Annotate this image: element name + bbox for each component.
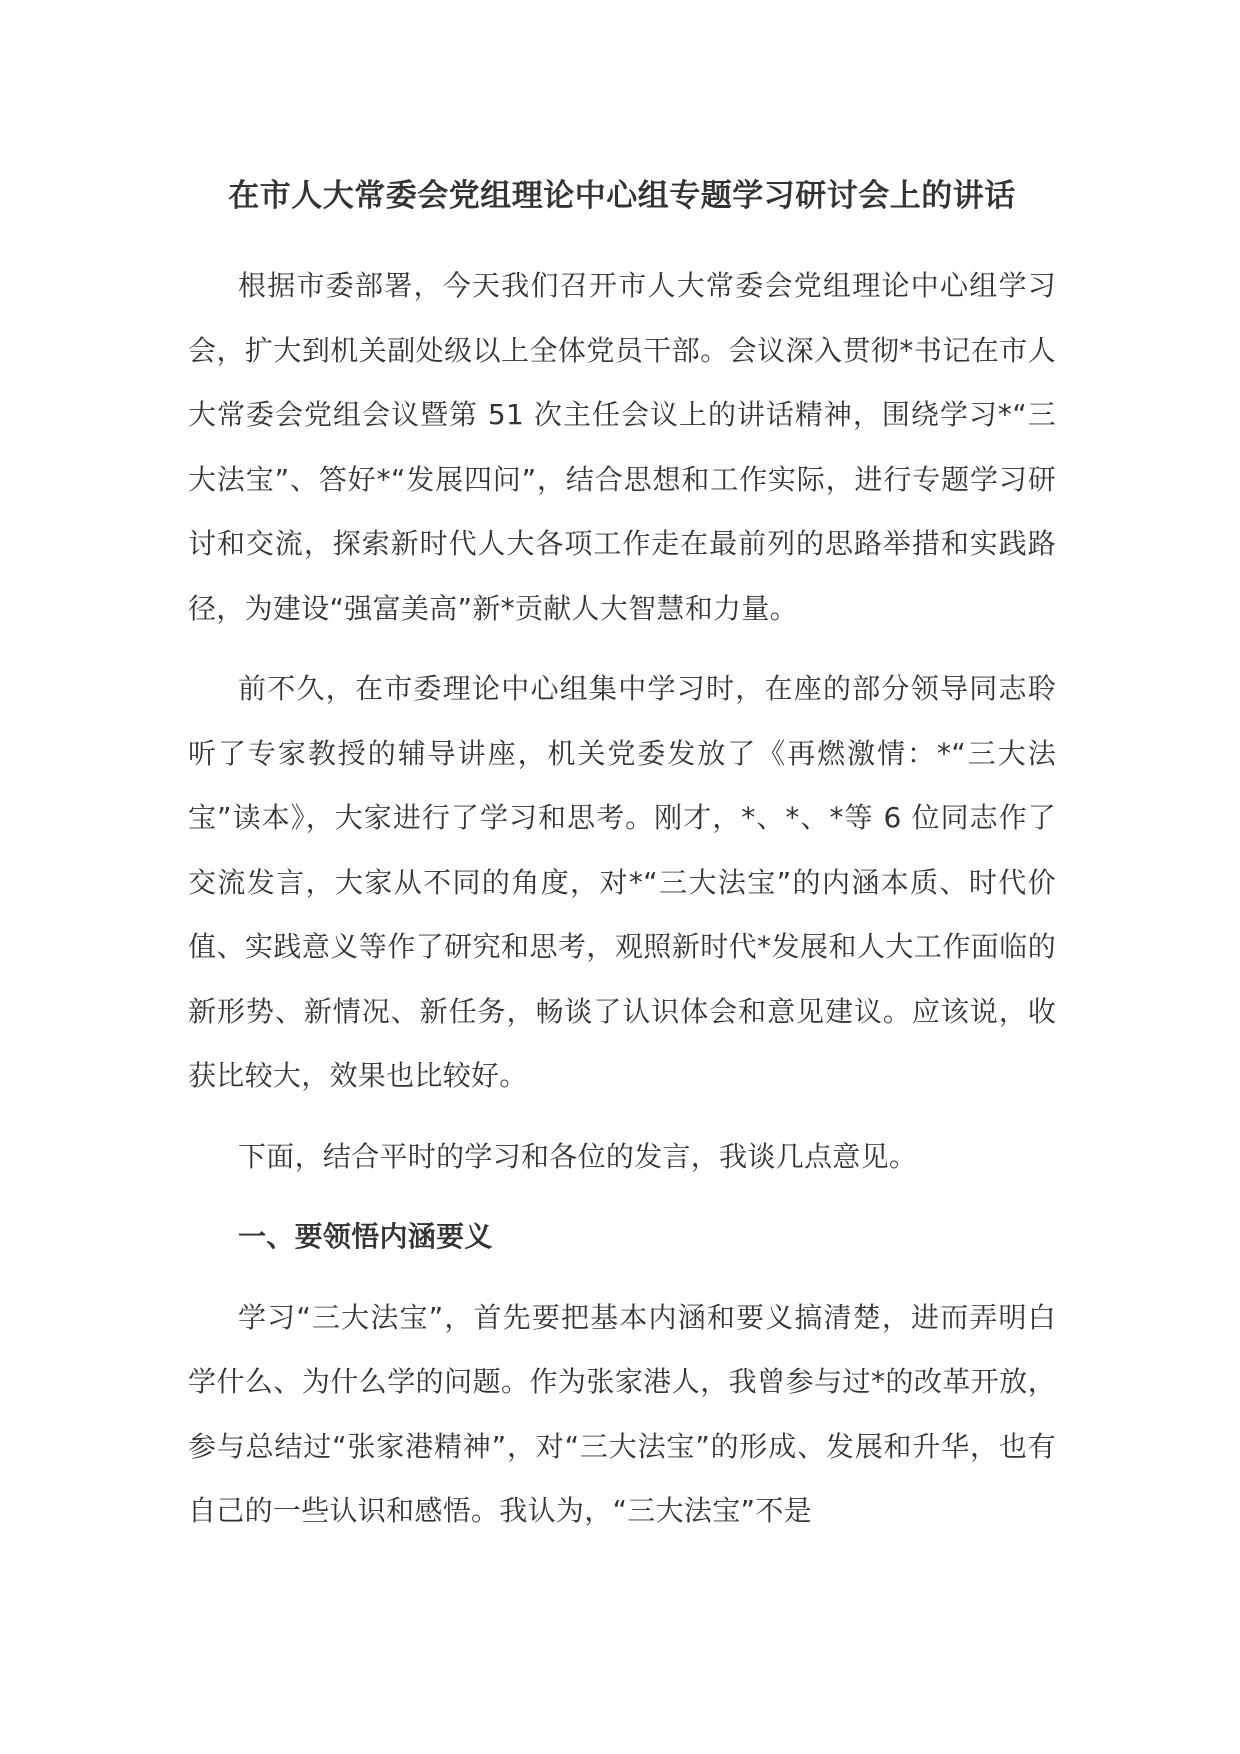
document-title: 在市人大常委会党组理论中心组专题学习研讨会上的讲话 [228, 178, 1016, 214]
document-body [188, 254, 1056, 1560]
section-heading-1: 一、要领悟内涵要义 [238, 1220, 493, 1253]
paragraph-transition: 下面，结合平时的学习和各位的发言，我谈几点意见。 [238, 1139, 918, 1173]
paragraph-background: 前不久，在市委理论中心组集中学习时，在座的部分领导同志聆听了专家教授的辅导讲座，机关党委发放了《再燃激情：*“三大法宝”读本》，大家进行了学习和思考。刚才，*、*、*等 6 位同志作了交流发言，大家从不同的角度，对*“三大法宝”的内涵本质、时代价值、实践意义等作了研究和思考，观照新时代*发展和人大工作面临的新形势、新情况、新任务，畅谈了认识体会和意见建议。应该说，收获比较大，效果也比较好。 [188, 672, 1056, 1092]
document-page [188, 0, 1056, 1754]
paragraph-section-1: 学习“三大法宝”，首先要把基本内涵和要义搞清楚，进而弄明白学什么、为什么学的问题。作为张家港人，我曾参与过*的改革开放，参与总结过“张家港精神”，对“三大法宝”的形成、发展和升华，也有自己的一些认识和感悟。我认为，“三大法宝”不是 [188, 1300, 1056, 1527]
paragraph-intro: 根据市委部署，今天我们召开市人大常委会党组理论中心组学习会，扩大到机关副处级以上全体党员干部。会议深入贯彻*书记在市人大常委会党组会议暨第 51 次主任会议上的讲话精神，围绕学习*“三大法宝”、答好*“发展四问”，结合思想和工作实际，进行专题学习研讨和交流，探索新时代人大各项工作走在最前列的思路举措和实践路径，为建设“强富美高”新*贡献人大智慧和力量。 [188, 269, 1056, 625]
